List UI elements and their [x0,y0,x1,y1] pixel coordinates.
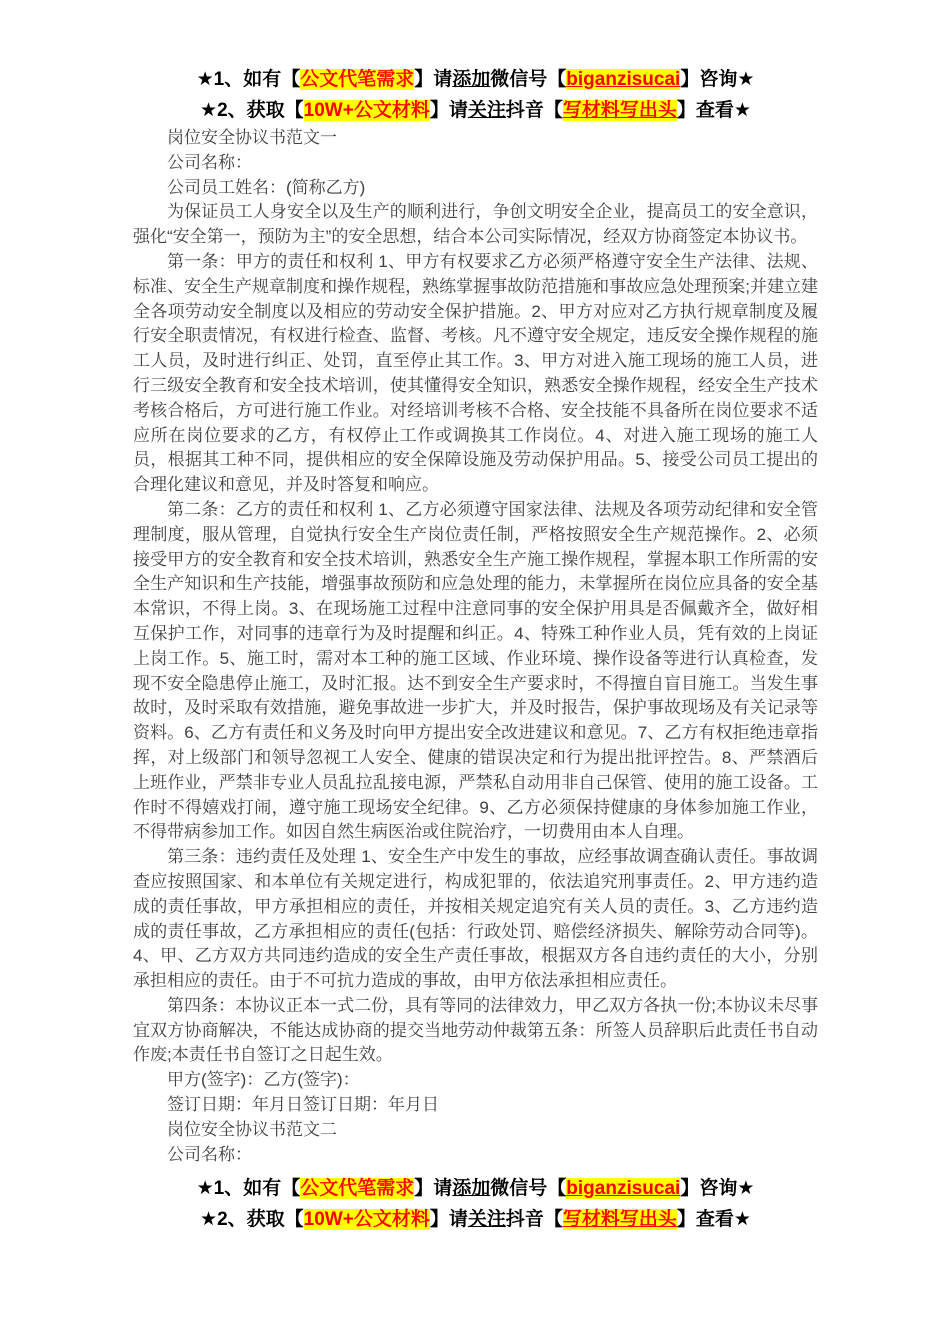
wechat-id-highlight: biganzisucai [566,1178,681,1200]
service-keyword-highlight: 公文代笔需求 [300,69,415,90]
promo-text: ★2、获取【 [200,1209,304,1231]
promo-text: 】咨询★ [680,69,755,90]
company-name-line-two: 公司名称： [167,1144,252,1164]
material-keyword-highlight: 10W+公文材料 [303,100,430,121]
sign-date-line: 签订日期：年月日签订日期：年月日 [167,1095,439,1115]
promo-line-2 [133,1204,818,1235]
promo-text: ★2、获取【 [200,100,304,121]
doc-title-two: 岗位安全协议书范文二 [167,1119,337,1139]
promo-text: 】请 [429,1209,468,1231]
promo-text: 】请 [414,1178,453,1200]
article-2-paragraph: 第二条：乙方的责任和权利 1、乙方必须遵守国家法律、法规及各项劳动纪律和安全管理制度，服从管理，自觉执行安全生产岗位责任制，严格按照安全生产规范操作。2、必须接受甲方的安全教育和安全技术培训，熟悉安全生产施工操作规程，掌握本职工作所需的安全生产知识和生产技能，增强事故预防和应急处理的能力，未掌握所在岗位应具备的安全基本常识，不得上岗。3、在现场施工过程中注意同事的安全保护用具是否佩戴齐全，做好相互保护工作，对同事的违章行为及时提醒和纠正。4、特殊工种作业人员，凭有效的上岗证上岗工作。5、施工时，需对本工种的施工区域、作业环境、操作设备等进行认真检查，发现不安全隐患停止施工，及时汇报。达不到安全生产要求时，不得擅自盲目施工。当发生事故时，及时采取有效措施，避免事故进一步扩大，并及时报告，保护事故现场及有关记录等资料。6、乙方有责任和义务及时向甲方提出安全改进建议和意见。7、乙方有权拒绝违章指挥，对上级部门和领导忽视工人安全、健康的错误决定和行为提出批评控告。8、严禁酒后上班作业，严禁非专业人员乱拉乱接电源，严禁私自动用非自己保管、使用的施工设备。工作时不得嬉戏打闹，遵守施工现场安全纪律。9、乙方必须保持健康的身体参加施工作业，不得带病参加工作。如因自然生病医治或住院治疗，一切费用由本人自理。 [133,499,818,842]
header-promo [133,64,818,126]
promo-text: 】查看★ [676,1209,751,1231]
promo-line-1 [133,64,818,95]
intro-paragraph: 为保证员工人身安全以及生产的顺利进行，争创文明安全企业，提高员工的安全意识，强化“安全第一，预防为主”的安全思想，结合本公司实际情况，经双方协商签定本协议书。 [133,202,818,247]
promo-text: 】查看★ [676,100,751,121]
douyin-name-highlight: 写材料写出头 [562,1209,677,1231]
promo-text: 抖音【 [505,100,563,121]
add-action-text: 添加 [452,69,491,90]
follow-action-text: 关注 [467,100,506,121]
company-name-line: 公司名称： [167,152,252,172]
doc-title-one: 岗位安全协议书范文一 [167,128,337,147]
footer-promo [133,1173,818,1235]
promo-text: 微信号【 [490,1178,567,1200]
article-3-paragraph: 第三条：违约责任及处理 1、安全生产中发生的事故，应经事故调查确认责任。事故调查应按照国家、和本单位有关规定进行，构成犯罪的，依法追究刑事责任。2、甲方违约造成的责任事故，甲方承担相应的责任，并按相关规定追究有关人员的责任。3、乙方违约造成的责任事故，乙方承担相应的责任(包括：行政处罚、赔偿经济损失、解除劳动合同等)。4、甲、乙方双方共同违约造成的安全生产责任事故，根据双方各自违约责任的大小，分别承担相应的责任。由于不可抗力造成的事故，由甲方依法承担相应责任。 [133,847,818,991]
add-action-text: 添加 [452,1178,491,1200]
douyin-name-highlight: 写材料写出头 [562,100,677,121]
promo-text: ★1、如有【 [196,1178,301,1200]
signature-line: 甲方(签字)：乙方(签字)： [167,1070,360,1090]
material-keyword-highlight: 10W+公文材料 [303,1209,430,1231]
promo-text: 】咨询★ [680,1178,755,1200]
article-4-paragraph: 第四条：本协议正本一式二份，具有等同的法律效力，甲乙双方各执一份;本协议未尽事宜双方协商解决，不能达成协商的提交当地劳动仲裁第五条：所签人员辞职后此责任书自动作废;本责任书自签订之日起生效。 [133,995,818,1065]
promo-line-2 [133,95,818,126]
article-1-paragraph: 第一条：甲方的责任和权利 1、甲方有权要求乙方必须严格遵守安全生产法律、法规、标准、安全生产规章制度和操作规程，熟练掌握事故防范措施和事故应急处理预案;并建立建全各项劳动安全制度以及相应的劳动安全保护措施。2、甲方对应对乙方执行规章制度及履行安全职责情况，有权进行检查、监督、考核。凡不遵守安全规定，违反安全操作规程的施工人员，及时进行纠正、处罚，直至停止其工作。3、甲方对进入施工现场的施工人员，进行三级安全教育和安全技术培训，使其懂得安全知识，熟悉安全操作规程，经安全生产技术考核合格后，方可进行施工作业。对经培训考核不合格、安全技能不具备所在岗位要求不适应所在岗位要求的乙方，有权停止工作或调换其工作岗位。4、对进入施工现场的施工人员，根据其工种不同，提供相应的安全保障设施及劳动保护用品。5、接受公司员工提出的合理化建议和意见，并及时答复和响应。 [133,251,818,495]
document-body [133,126,818,1167]
promo-text: ★1、如有【 [196,69,301,90]
promo-text: 微信号【 [490,69,567,90]
promo-line-1 [133,1173,818,1204]
promo-text: 】请 [414,69,453,90]
wechat-id-highlight: biganzisucai [566,69,681,90]
service-keyword-highlight: 公文代笔需求 [300,1178,415,1200]
follow-action-text: 关注 [467,1209,506,1231]
promo-text: 抖音【 [505,1209,563,1231]
promo-text: 】请 [429,100,468,121]
employee-name-line: 公司员工姓名：(简称乙方) [167,177,366,197]
